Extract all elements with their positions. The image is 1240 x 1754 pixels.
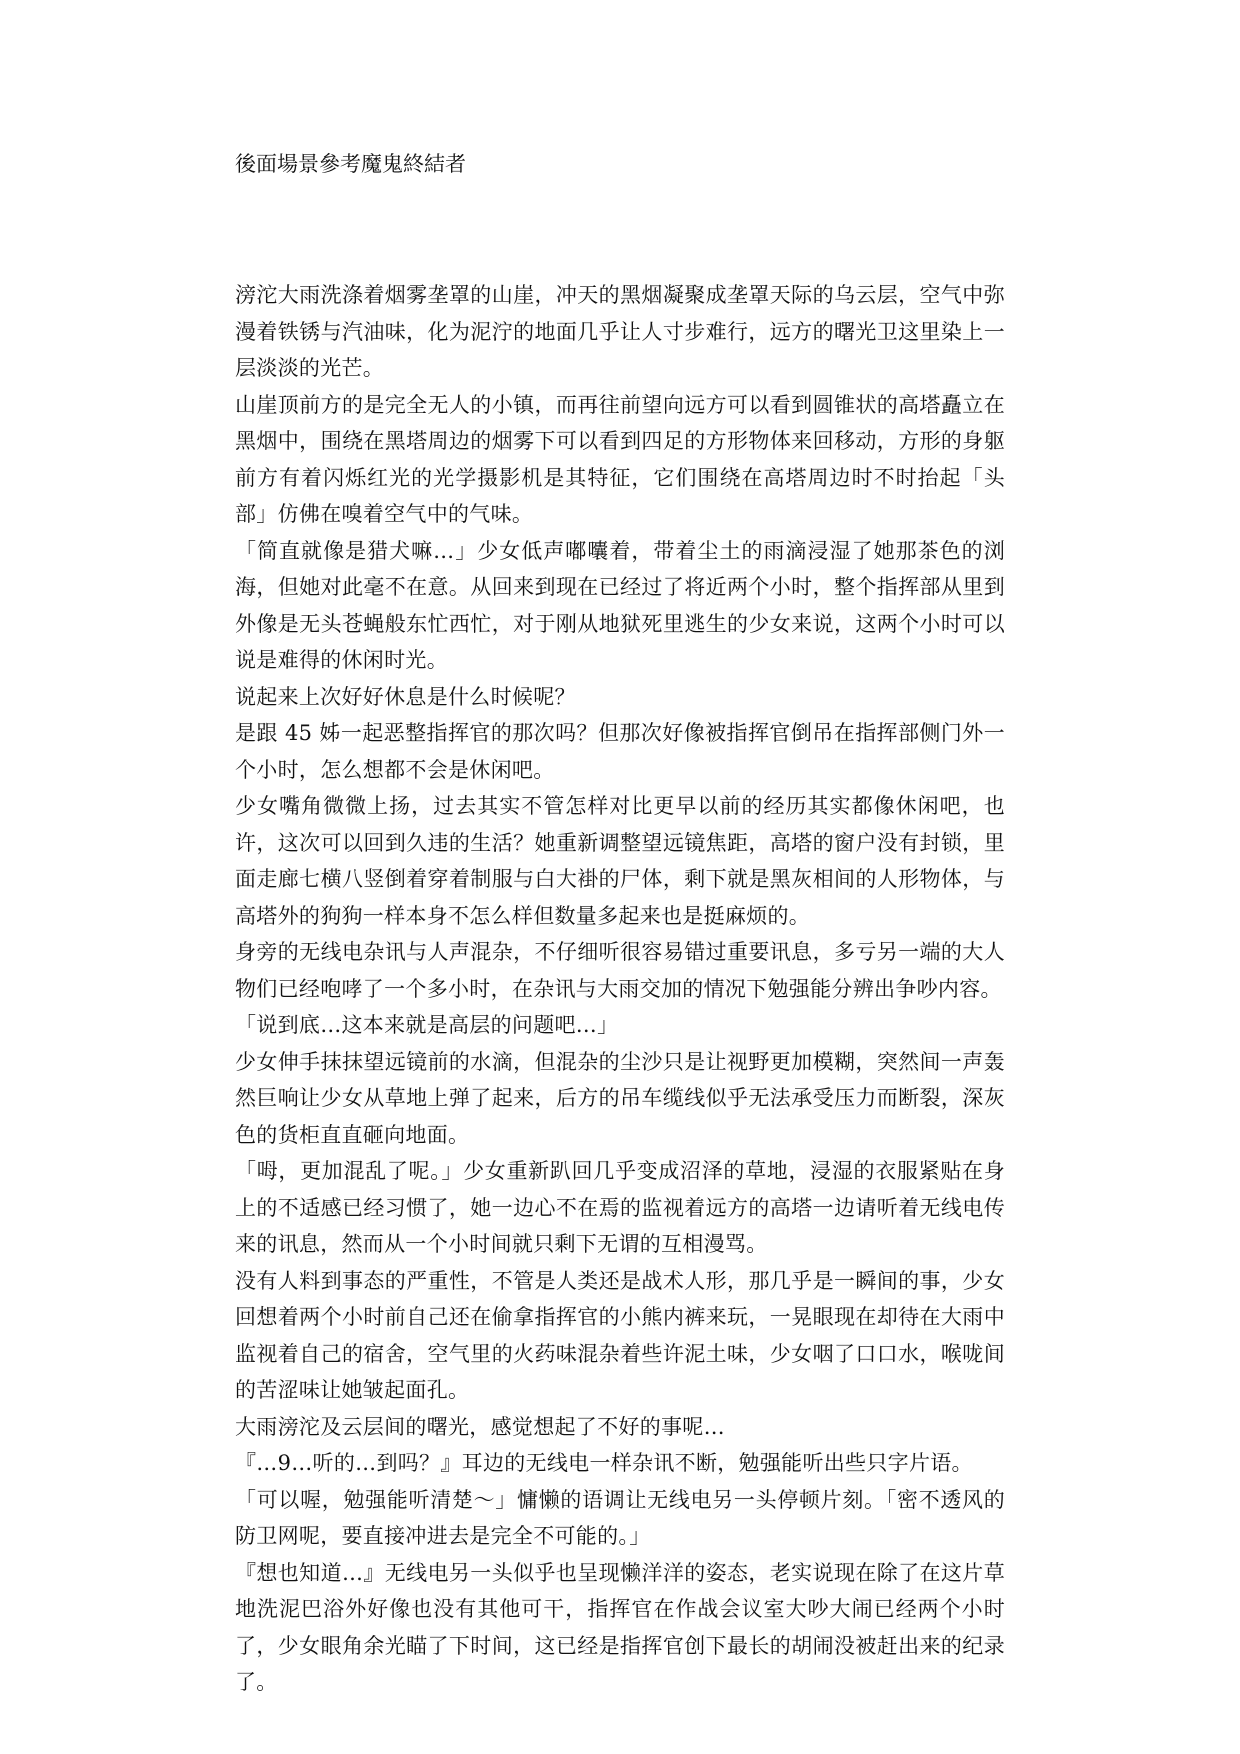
paragraph: 大雨滂沱及云层间的曙光，感觉想起了不好的事呢… <box>235 1414 725 1439</box>
paragraph: 「说到底…这本来就是高层的问题吧…」 <box>235 1013 619 1037</box>
paragraph: 少女嘴角微微上扬，过去其实不管怎样对比更早以前的经历其实都像休闲吧，也许，这次可以回到久违的生活？她重新调整望远镜焦距，高塔的窗户没有封锁，里面走廊七横八竖倒着穿着制服与白大褂的尸体，剩下就是黑灰相间的人形物体，与高塔外的狗狗一样本身不怎么样但数量多起来也是挺麻烦的。 <box>235 794 1005 928</box>
story-body <box>235 277 1005 1701</box>
paragraph: 「呣，更加混乱了呢。」少女重新趴回几乎变成沼泽的草地，浸湿的衣服紧贴在身上的不适感已经习惯了，她一边心不在焉的监视着远方的高塔一边请听着无线电传来的讯息，然而从一个小时间就只剩下无谓的互相漫骂。 <box>235 1159 1005 1256</box>
paragraph: 少女伸手抹抹望远镜前的水滴，但混杂的尘沙只是让视野更加模糊，突然间一声轰然巨响让少女从草地上弹了起来，后方的吊车缆线似乎无法承受压力而断裂，深灰色的货柜直直砸向地面。 <box>235 1049 1005 1147</box>
paragraph: 是跟 45 姊一起恶整指挥官的那次吗？但那次好像被指挥官倒吊在指挥部侧门外一个小时，怎么想都不会是休闲吧。 <box>235 721 1005 782</box>
paragraph: 「可以喔，勉强能听清楚～」慵懒的语调让无线电另一头停顿片刻。「密不透风的防卫网呢，要直接冲进去是完全不可能的。」 <box>235 1487 1005 1548</box>
paragraph: 『想也知道…』无线电另一头似乎也呈现懒洋洋的姿态，老实说现在除了在这片草地洗泥巴浴外好像也没有其他可干，指挥官在作战会议室大吵大闹已经两个小时了，少女眼角余光瞄了下时间，这已经是指挥官创下最长的胡闹没被赶出来的纪录了。 <box>235 1560 1005 1694</box>
paragraph: 滂沱大雨洗涤着烟雾垄罩的山崖，冲天的黑烟凝聚成垄罩天际的乌云层，空气中弥漫着铁锈与汽油味，化为泥泞的地面几乎让人寸步难行，远方的曙光卫这里染上一层淡淡的光芒。 <box>235 283 1005 380</box>
paragraph: 「简直就像是猎犬嘛…」少女低声嘟囔着，带着尘土的雨滴浸湿了她那茶色的浏海，但她对此毫不在意。从回来到现在已经过了将近两个小时，整个指挥部从里到外像是无头苍蝇般东忙西忙，对于刚从地狱死里逃生的少女来说，这两个小时可以说是难得的休闲时光。 <box>235 538 1005 672</box>
paragraph: 『…9…听的…到吗？』耳边的无线电一样杂讯不断，勉强能听出些只字片语。 <box>235 1451 973 1475</box>
paragraph: 身旁的无线电杂讯与人声混杂，不仔细听很容易错过重要讯息，多亏另一端的大人物们已经咆哮了一个多小时，在杂讯与大雨交加的情况下勉强能分辨出争吵内容。 <box>235 940 1005 1001</box>
author-note: 後面場景參考魔鬼終結者 <box>235 152 466 176</box>
paragraph: 没有人料到事态的严重性，不管是人类还是战术人形，那几乎是一瞬间的事，少女回想着两个小时前自己还在偷拿指挥官的小熊内裤来玩，一晃眼现在却待在大雨中监视着自己的宿舍，空气里的火药味混杂着些许泥土味，少女咽了口口水，喉咙间的苦涩味让她皱起面孔。 <box>235 1268 1005 1402</box>
paragraph: 说起来上次好好休息是什么时候呢？ <box>235 684 576 709</box>
paragraph: 山崖顶前方的是完全无人的小镇，而再往前望向远方可以看到圆锥状的高塔矗立在黑烟中，围绕在黑塔周边的烟雾下可以看到四足的方形物体来回移动，方形的身躯前方有着闪烁红光的光学摄影机是其特征，它们围绕在高塔周边时不时抬起「头部」仿佛在嗅着空气中的气味。 <box>235 392 1005 526</box>
